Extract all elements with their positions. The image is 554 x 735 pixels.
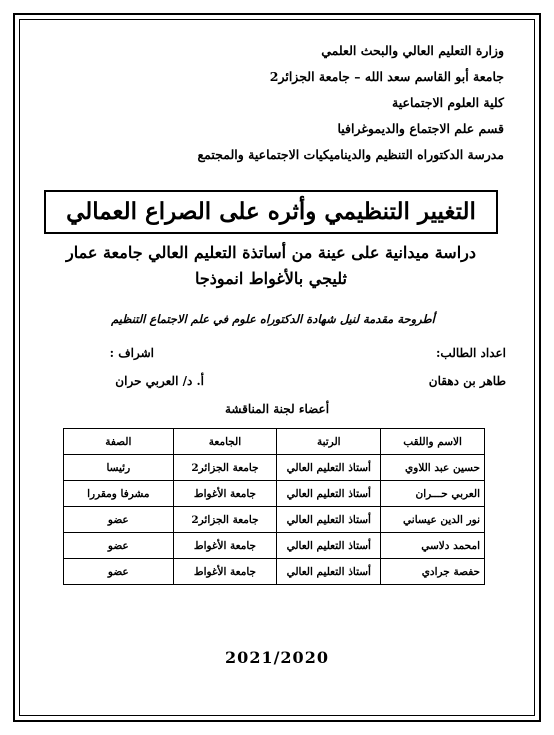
member-rank: أستاذ التعليم العالي xyxy=(277,559,381,585)
member-name: حفصة جرادي xyxy=(381,559,485,585)
table-row xyxy=(64,481,485,507)
column-header: الاسم واللقب xyxy=(381,429,485,455)
member-university: جامعة الأغواط xyxy=(173,559,277,585)
thesis-subtitle xyxy=(40,240,502,292)
member-name: العربي حـــران xyxy=(381,481,485,507)
table-row xyxy=(64,559,485,585)
table-row xyxy=(64,507,485,533)
table-row xyxy=(64,455,485,481)
member-rank: أستاذ التعليم العالي xyxy=(277,533,381,559)
committee-table xyxy=(63,428,485,585)
table-row xyxy=(64,533,485,559)
member-role: عضو xyxy=(64,559,174,585)
member-rank: أستاذ التعليم العالي xyxy=(277,481,381,507)
member-role: عضو xyxy=(64,533,174,559)
member-role: مشرفا ومقررا xyxy=(64,481,174,507)
institution-header xyxy=(64,38,504,168)
column-header: الصفة xyxy=(64,429,174,455)
student-label: اعداد الطالب: xyxy=(435,346,506,360)
university-line: جامعة أبو القاسم سعد الله – جامعة الجزائر2 xyxy=(269,69,504,84)
faculty-line: كلية العلوم الاجتماعية xyxy=(392,95,504,110)
supervision-label: اشراف : xyxy=(109,346,154,360)
member-rank: أستاذ التعليم العالي xyxy=(277,507,381,533)
thesis-title: التغيير التنظيمي وأثره على الصراع العمالي xyxy=(44,190,498,234)
doctoral-school-line: مدرسة الدكتوراه التنظيم والديناميكيات الاجتماعية والمجتمع xyxy=(197,147,504,162)
member-name: نور الدين عيساني xyxy=(381,507,485,533)
student-name: طاهر بن دهقان xyxy=(428,374,506,388)
member-university: جامعة الجزائر2 xyxy=(173,455,277,481)
table-header-row xyxy=(64,429,485,455)
member-name: امحمد دلاسي xyxy=(381,533,485,559)
department-line: قسم علم الاجتماع والديموغرافيا xyxy=(337,121,504,136)
academic-year: 2021/2020 xyxy=(225,648,329,667)
ministry-line: وزارة التعليم العالي والبحث العلمي xyxy=(321,43,504,58)
column-header: الرتبة xyxy=(277,429,381,455)
column-header: الجامعة xyxy=(173,429,277,455)
committee-title: أعضاء لجنة المناقشة xyxy=(224,402,330,416)
member-role: رئيسا xyxy=(64,455,174,481)
member-university: جامعة الجزائر2 xyxy=(173,507,277,533)
member-name: حسين عبد اللاوي xyxy=(381,455,485,481)
thesis-statement: أطروحة مقدمة لنيل شهادة الدكتوراه علوم في علم الاجتماع التنظيم xyxy=(111,312,435,326)
member-university: جامعة الأغواط xyxy=(173,481,277,507)
subtitle-line-1: دراسة ميدانية على عينة من أساتذة التعليم العالي جامعة عمار xyxy=(66,243,476,262)
member-university: جامعة الأغواط xyxy=(173,533,277,559)
subtitle-line-2: ثليجي بالأغواط انموذجا xyxy=(194,269,347,288)
member-rank: أستاذ التعليم العالي xyxy=(277,455,381,481)
supervisor-name: أ. د/ العربي حران xyxy=(115,374,204,388)
member-role: عضو xyxy=(64,507,174,533)
